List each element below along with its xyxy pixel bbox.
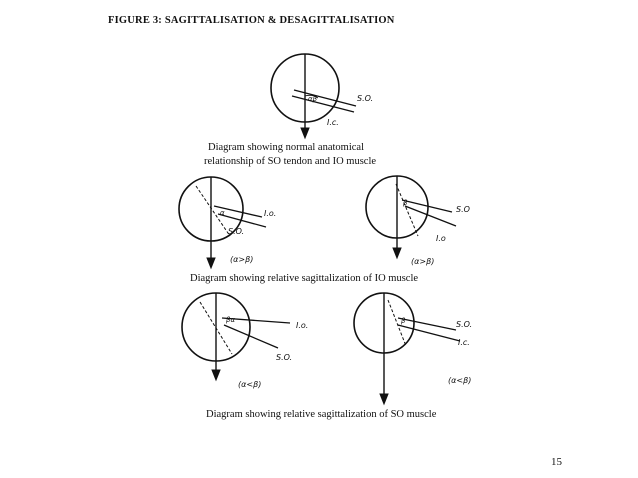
diagram-normal	[271, 54, 373, 138]
diagram-so-left	[182, 293, 308, 389]
axis-arrow-icon	[380, 394, 388, 404]
so-tendon-line	[294, 90, 356, 106]
io-muscle-line	[398, 325, 460, 341]
io-label: I.o	[436, 234, 446, 243]
so-tendon-line	[398, 318, 456, 330]
relation-label: (α>β)	[411, 257, 435, 266]
io-label: I.o.	[296, 321, 309, 330]
relation-label: (α<β)	[238, 380, 262, 389]
page-number: 15	[551, 456, 562, 468]
so-label: S.O.	[276, 353, 293, 362]
io-label: I.o.	[264, 209, 277, 218]
so-tendon-line	[224, 325, 278, 348]
diagram-so-right	[354, 293, 472, 404]
caption-so-sagittalization: Diagram showing relative sagittalization of SO muscle	[206, 409, 437, 420]
relation-label: (α>β)	[230, 255, 254, 264]
axis-arrow-icon	[207, 258, 215, 268]
so-label: S.O.	[357, 94, 374, 103]
reference-dashed-line	[196, 186, 230, 236]
so-label: S.O.	[456, 320, 473, 329]
io-label: I.c.	[458, 338, 470, 347]
axis-arrow-icon	[301, 128, 309, 138]
angle-label: β	[401, 317, 406, 325]
angle-label: βα	[226, 316, 236, 324]
caption-normal	[204, 141, 376, 169]
caption-line: Diagram showing normal anatomical	[208, 142, 364, 153]
io-muscle-line	[292, 96, 354, 112]
caption-line: relationship of SO tendon and IO muscle	[204, 156, 377, 167]
axis-arrow-icon	[393, 248, 401, 258]
so-label: S.O	[456, 205, 470, 214]
io-label: I.c.	[327, 118, 339, 127]
so-label: S.O.	[228, 227, 245, 236]
axis-arrow-icon	[212, 370, 220, 380]
relation-label: (α<β)	[448, 376, 472, 385]
angle-label: β	[403, 199, 408, 207]
caption-io-sagittalization: Diagram showing relative sagittalization of IO muscle	[190, 273, 419, 284]
figure-title: FIGURE 3: SAGITTALISATION & DESAGITTALISATION	[108, 15, 395, 26]
angle-label: α	[220, 209, 225, 217]
diagram-io-right	[366, 176, 470, 266]
angle-label: αβ	[308, 95, 318, 103]
diagram-io-left	[179, 177, 276, 268]
